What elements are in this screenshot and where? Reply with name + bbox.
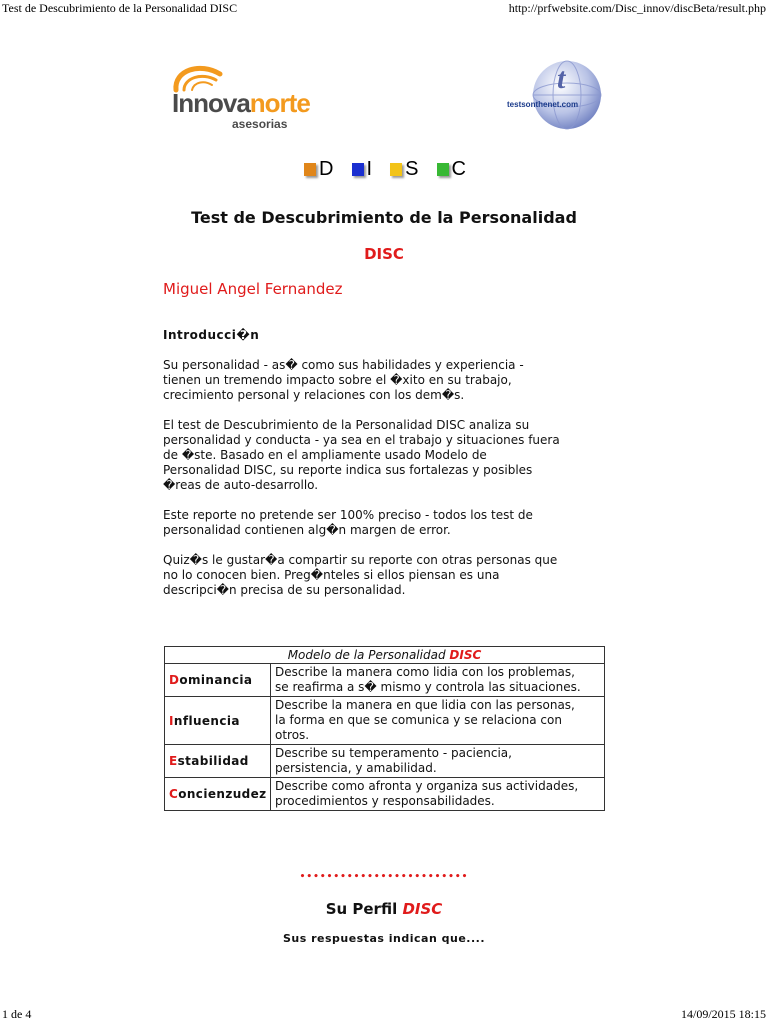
- testsonthenet-logo: [505, 58, 610, 133]
- table-row: [165, 778, 605, 811]
- yellow-square-icon: [390, 163, 402, 176]
- innovanorte-sub: asesorias: [232, 117, 288, 131]
- desc-dominancia: Describe la manera como lidia con los problemas, se reafirma a s� mismo y controla las situaciones.: [271, 664, 605, 697]
- disc-letter-s: S: [405, 157, 419, 180]
- intro-paragraph-3: Este reporte no pretende ser 100% preciso - todos los test de personalidad contienen alg�n margen de error.: [163, 508, 533, 537]
- innovanorte-wordmark: Innovanorte: [172, 88, 310, 118]
- page-title: Test de Descubrimiento de la Personalidad: [191, 208, 577, 227]
- blue-square-icon: [352, 163, 364, 176]
- perfil-heading: Su Perfil DISC: [325, 900, 443, 918]
- disc-letter-bar: [300, 155, 480, 183]
- table-row: [165, 664, 605, 697]
- term-influencia: Influencia: [165, 697, 271, 745]
- desc-estabilidad: Describe su temperamento - paciencia, persistencia, y amabilidad.: [271, 745, 605, 778]
- print-footer: [0, 1006, 768, 1024]
- orange-square-icon: [304, 163, 316, 176]
- intro-paragraph-1: Su personalidad - as� como sus habilidades y experiencia - tienen un tremendo impacto sobre el �xito en su trabajo, crecimiento personal y relaciones con los dem�s.: [163, 358, 524, 402]
- disc-letter-i: I: [366, 157, 373, 180]
- desc-concienzudez: Describe como afronta y organiza sus actividades, procedimientos y responsabilidades.: [271, 778, 605, 811]
- disc-model-table: [164, 646, 605, 811]
- term-concienzudez: Concienzudez: [165, 778, 271, 811]
- person-name: Miguel Angel Fernandez: [163, 280, 343, 298]
- green-square-icon: [437, 163, 449, 176]
- respuestas-text: Sus respuestas indican que....: [282, 932, 486, 945]
- dotted-divider: •••••••••••••••••••••••••: [299, 872, 469, 882]
- desc-influencia: Describe la manera en que lidia con las personas, la forma en que se comunica y se relaciona con otros.: [271, 697, 605, 745]
- print-datetime: 14/09/2015 18:15: [680, 1007, 766, 1021]
- table-caption: Modelo de la Personalidad DISC: [165, 647, 605, 664]
- print-doc-title: Test de Descubrimiento de la Personalidad DISC: [2, 1, 238, 15]
- print-header: [0, 0, 768, 18]
- disc-letter-d: D: [319, 157, 334, 180]
- term-dominancia: Dominancia: [165, 664, 271, 697]
- innovanorte-logo: [170, 60, 330, 130]
- term-estabilidad: Estabilidad: [165, 745, 271, 778]
- print-url: http://prfwebsite.com/Disc_innov/discBeta/result.php: [508, 1, 766, 15]
- intro-paragraph-2: El test de Descubrimiento de la Personalidad DISC analiza su personalidad y conducta - ya sea en el trabajo y situaciones fuera de �ste. Basado en el ampliamente usado Modelo de Personalidad DISC, su reporte indica sus fortalezas y posibles �reas de auto-desarrollo.: [163, 418, 560, 492]
- table-row: [165, 745, 605, 778]
- table-header-row: [165, 647, 605, 664]
- globe-icon: [505, 58, 610, 133]
- page-number: 1 de 4: [2, 1007, 32, 1021]
- testsonthenet-text: testsonthenet.com: [507, 100, 579, 109]
- table-row: [165, 697, 605, 745]
- page-subtitle: DISC: [364, 245, 404, 263]
- intro-paragraph-4: Quiz�s le gustar�a compartir su reporte con otras personas que no lo conocen bien. Preg�nteles si ellos piensan es una descripci�n precisa de su personalidad.: [163, 553, 558, 597]
- disc-letter-c: C: [451, 157, 466, 180]
- svg-text:t: t: [557, 62, 566, 95]
- intro-heading: Introducci�n: [163, 328, 260, 342]
